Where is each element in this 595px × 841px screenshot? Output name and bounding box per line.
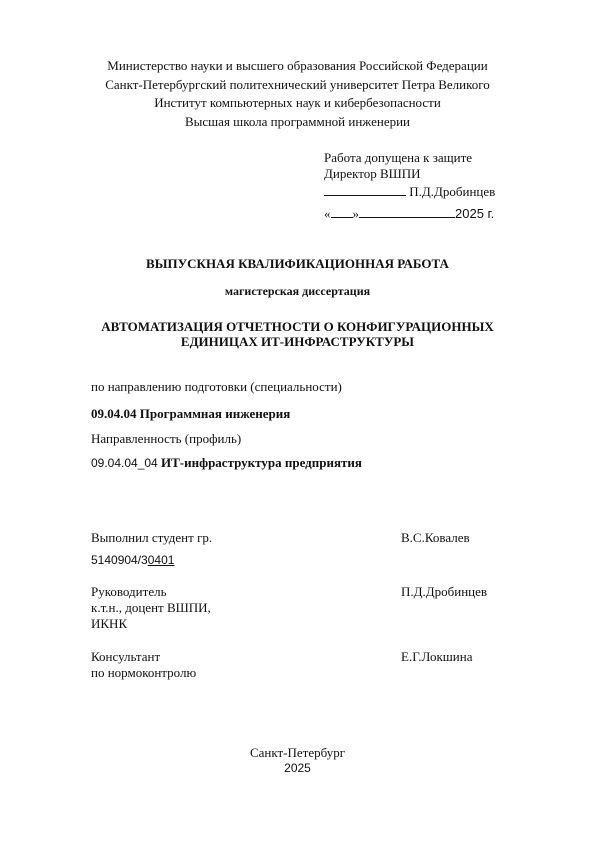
director-name: П.Д.Дробинцев	[409, 184, 496, 199]
work-subtype: магистерская диссертация	[224, 284, 371, 298]
direction-value: 09.04.04 Программная инженерия	[91, 406, 291, 421]
profile-row	[91, 455, 362, 471]
student-group-suffix: 0401	[147, 553, 175, 567]
institute-line: Институт компьютерных наук и кибербезопасности	[154, 95, 441, 110]
ministry-line: Министерство науки и высшего образования Российской Федерации	[107, 58, 488, 73]
thesis-title-line2: ЕДИНИЦАХ ИТ-ИНФРАСТРУКТУРЫ	[180, 334, 415, 349]
student-name: В.С.Ковалев	[401, 530, 470, 545]
supervisor-name: П.Д.Дробинцев	[401, 584, 488, 599]
date-month-line	[359, 205, 455, 218]
date-quote-close: »	[352, 206, 359, 221]
date-quote-open: «	[324, 206, 331, 221]
supervisor-position: к.т.н., доцент ВШПИ,	[91, 600, 211, 615]
profile-code: 09.04.04_04	[91, 456, 158, 470]
student-group	[91, 553, 174, 568]
consultant-role: по нормоконтролю	[91, 665, 197, 680]
profile-value: ИТ-инфраструктура предприятия	[160, 455, 362, 470]
thesis-title-line1: АВТОМАТИЗАЦИЯ ОТЧЕТНОСТИ О КОНФИГУРАЦИОННЫХ	[101, 319, 494, 334]
student-group-prefix: 5140904/3	[91, 553, 148, 567]
supervisor-label: Руководитель	[91, 584, 167, 599]
university-line: Санкт-Петербургский политехнический университет Петра Великого	[105, 77, 490, 92]
consultant-name: Е.Г.Локшина	[401, 649, 473, 664]
date-year: 2025 г.	[455, 206, 495, 221]
supervisor-department: ИКНК	[91, 616, 128, 631]
consultant-label: Консультант	[91, 649, 161, 664]
profile-label: Направленность (профиль)	[91, 431, 242, 446]
signature-line	[324, 183, 406, 196]
approval-line: Работа допущена к защите	[324, 150, 473, 165]
student-label: Выполнил студент гр.	[91, 530, 213, 545]
director-signature-row	[324, 183, 495, 200]
date-day-line	[331, 205, 353, 218]
school-line: Высшая школа программной инженерии	[185, 114, 410, 129]
city: Санкт-Петербург	[249, 745, 346, 760]
direction-label: по направлению подготовки (специальности)	[91, 379, 342, 394]
year: 2025	[284, 761, 311, 775]
approval-date-row	[324, 205, 494, 222]
director-line: Директор ВШПИ	[324, 166, 421, 181]
work-type: ВЫПУСКНАЯ КВАЛИФИКАЦИОННАЯ РАБОТА	[146, 256, 449, 271]
